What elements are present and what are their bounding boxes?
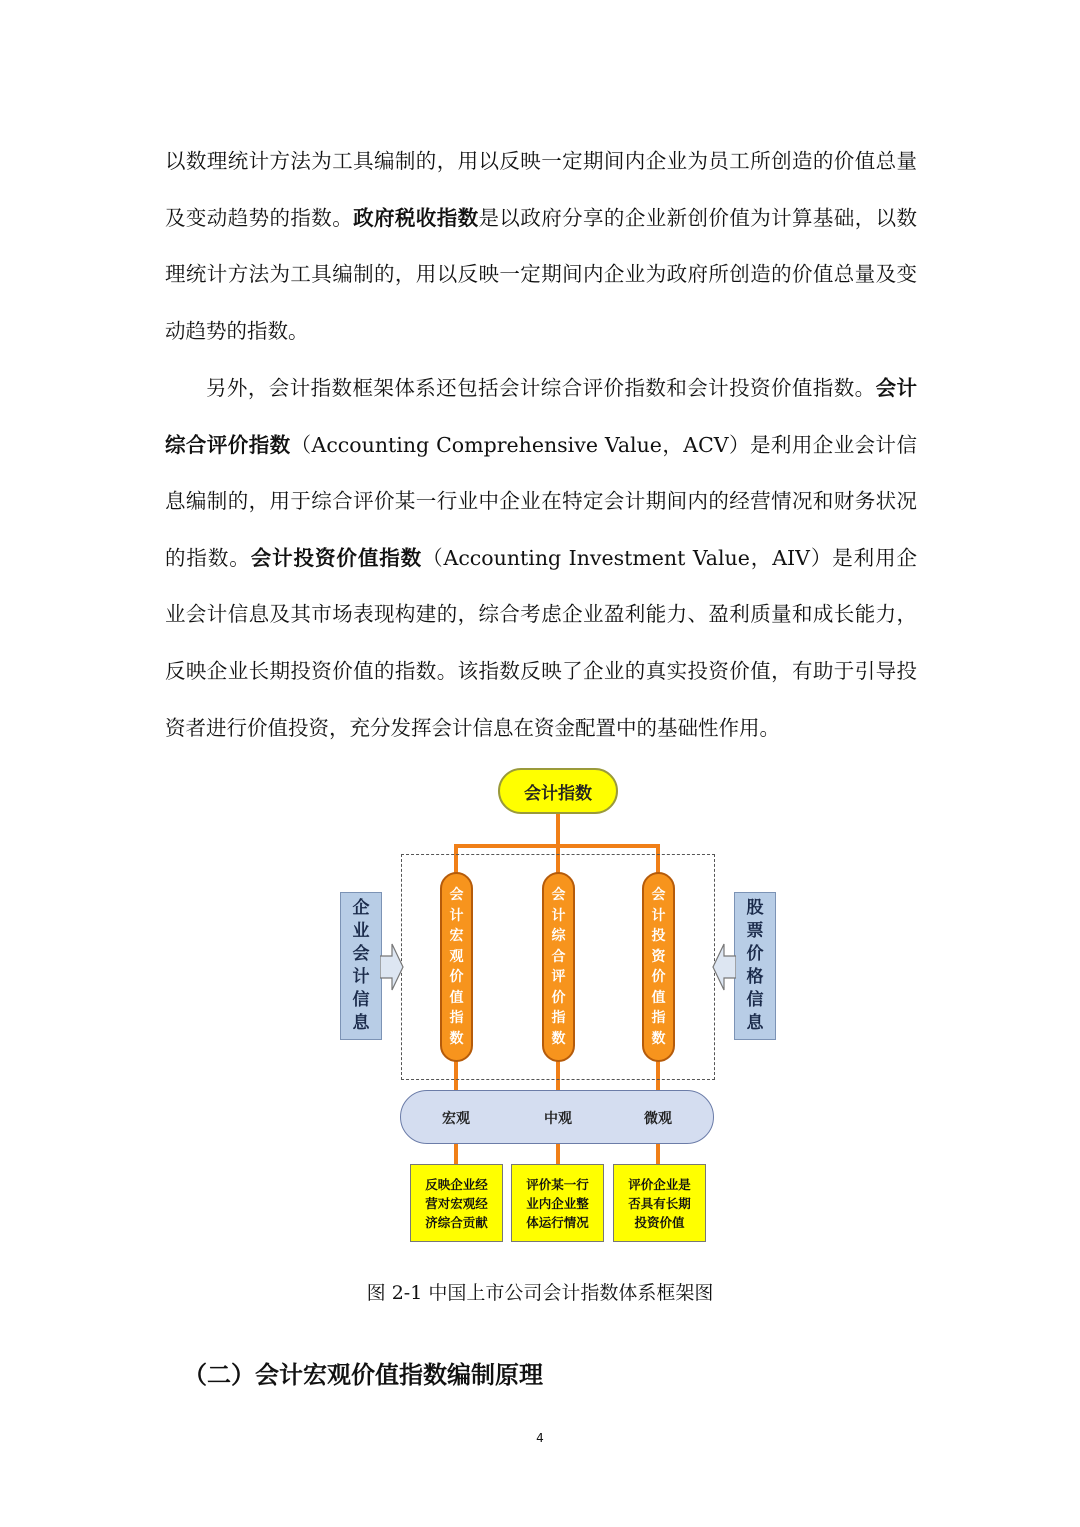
- side-char: 业: [352, 921, 370, 941]
- capsule-comprehensive-index: [542, 872, 575, 1062]
- level-macro: 宏观: [442, 1111, 470, 1127]
- term-aiv-index: 会计投资价值指数: [250, 545, 423, 570]
- desc-line: 评价某一行: [526, 1176, 589, 1192]
- capsule-char: 数: [551, 1030, 566, 1047]
- capsule-char: 价: [551, 989, 566, 1006]
- input-stock-price-info: [734, 892, 776, 1040]
- desc-line: 营对宏观经: [425, 1195, 488, 1211]
- desc-line: 反映企业经: [425, 1176, 488, 1192]
- connector-desc-right: [656, 1144, 660, 1164]
- right-arrow-icon: [380, 942, 404, 992]
- desc-line: 业内企业整: [526, 1195, 589, 1211]
- side-char: 价: [746, 944, 764, 964]
- page-number: 4: [536, 1431, 544, 1445]
- capsule-char: 观: [449, 948, 464, 965]
- capsule-char: 价: [651, 969, 666, 985]
- capsule-char: 指: [651, 1010, 666, 1026]
- side-char: 息: [746, 1013, 764, 1033]
- side-char: 信: [746, 990, 764, 1010]
- root-node-accounting-index: 会计指数: [498, 768, 618, 814]
- capsule-char: 值: [651, 989, 666, 1006]
- paragraph-1-text-b: 是以政府分享的企业新创价值为计算基础，以数理统计方法为工具编制的，用以反映一定期间内企业为政府所创造的价值总量及变动趋势的指数。: [165, 205, 918, 343]
- capsule-char: 值: [449, 989, 464, 1006]
- desc-line: 济综合贡献: [425, 1214, 488, 1230]
- connector-desc-middle: [556, 1144, 560, 1164]
- side-char: 计: [352, 967, 370, 987]
- capsule-char: 综: [551, 928, 566, 944]
- paragraph-1-text-a: 以数理统计方法为工具编制的，用以反映一定期间内企业为员工所创造的价值总量及变动趋势的指数。: [165, 149, 917, 230]
- capsule-char: 评: [551, 969, 566, 985]
- desc-macro: [410, 1164, 503, 1242]
- desc-line: 评价企业是: [628, 1176, 691, 1192]
- input-enterprise-accounting-info: [340, 892, 382, 1040]
- paragraph-2-text-a: 另外，会计指数框架体系还包括会计综合评价指数和会计投资价值指数。: [206, 376, 876, 400]
- paragraph-2: [165, 360, 917, 756]
- capsule-char: 会: [551, 887, 566, 903]
- figure-caption: 图 2-1 中国上市公司会计指数体系框架图: [366, 1282, 714, 1304]
- side-char: 息: [352, 1013, 370, 1033]
- capsule-char: 数: [449, 1030, 464, 1047]
- desc-line: 体运行情况: [526, 1214, 589, 1230]
- side-char: 会: [352, 944, 370, 964]
- capsule-macro-value-index: [440, 872, 473, 1062]
- capsule-char: 合: [551, 948, 566, 965]
- capsule-char: 价: [449, 969, 464, 985]
- level-micro: 微观: [644, 1111, 672, 1127]
- side-char: 信: [352, 990, 370, 1010]
- capsule-char: 资: [651, 948, 666, 965]
- side-char: 票: [746, 921, 764, 941]
- section-heading: （二）会计宏观价值指数编制原理: [183, 1360, 543, 1389]
- desc-line: 投资价值: [634, 1214, 685, 1230]
- term-acv-index: 会计综合评价指数: [165, 376, 918, 457]
- desc-line: 否具有长期: [628, 1195, 691, 1211]
- desc-meso: [511, 1164, 604, 1242]
- side-char: 格: [746, 967, 764, 987]
- capsule-char: 投: [651, 928, 666, 944]
- paragraph-2-text-b: （Accounting Comprehensive Value，ACV）是利用企业会计信息编制的，用于综合评价某一行业中企业在特定会计期间内的经营情况和财务状况的指数。: [165, 432, 917, 570]
- capsule-char: 计: [449, 907, 464, 924]
- capsule-char: 数: [651, 1030, 666, 1047]
- term-government-tax-index: 政府税收指数: [353, 205, 479, 230]
- paragraph-1: [165, 133, 917, 359]
- capsule-char: 会: [449, 887, 464, 903]
- capsule-char: 指: [449, 1010, 464, 1026]
- side-char: 股: [746, 898, 764, 918]
- capsule-char: 计: [651, 907, 666, 924]
- level-meso: 中观: [544, 1111, 572, 1127]
- capsule-char: 会: [651, 887, 666, 903]
- connector-root-vertical: [556, 814, 560, 846]
- index-framework-diagram: [330, 762, 780, 1252]
- paragraph-2-text-c: （Accounting Investment Value，AIV）是利用企业会计信息及其市场表现构建的，综合考虑企业盈利能力、盈利质量和成长能力，反映企业长期投资价值的指数。该指数反映了企业的真实投资价值，有助于引导投资者进行价值投资，充分发挥会计信息在资金配置中的基础性作用。: [165, 545, 918, 740]
- left-arrow-icon: [712, 942, 736, 992]
- desc-micro: [613, 1164, 706, 1242]
- capsule-char: 计: [551, 907, 566, 924]
- capsule-investment-value-index: [642, 872, 675, 1062]
- capsule-char: 指: [551, 1010, 566, 1026]
- capsule-char: 宏: [449, 928, 464, 944]
- connector-desc-left: [454, 1144, 458, 1164]
- side-char: 企: [352, 898, 370, 918]
